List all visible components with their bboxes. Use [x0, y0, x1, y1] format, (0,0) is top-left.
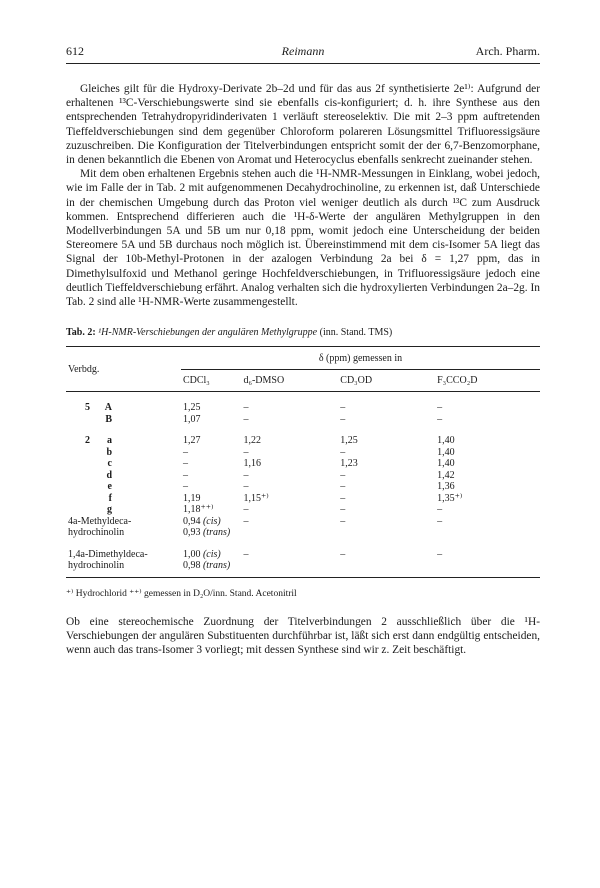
table-caption: [66, 327, 540, 338]
running-header: [66, 44, 540, 64]
compound-header: Verbdg.: [66, 347, 181, 392]
journal-name: Arch. Pharm.: [475, 44, 540, 58]
table-caption-suffix: (inn. Stand. TMS): [319, 327, 393, 339]
table-row: 4a-Methyldeca- 0,94 (cis) – – –: [68, 515, 443, 527]
table-row: 5 A 1,25 – – –: [85, 402, 443, 414]
table-row: hydrochinolin 0,98 (trans): [66, 560, 540, 577]
table-row: b – – – 1,40: [106, 446, 455, 458]
table-row: f 1,19 1,15⁺⁾ – 1,35⁺⁾: [108, 492, 463, 504]
table-footnote: ⁺⁾ Hydrochlorid ⁺⁺⁾ gemessen in D₂O/inn. Stand. Acetonitril: [66, 588, 297, 599]
table-title: ¹H-NMR-Verschiebungen der angulären Methylgruppe: [98, 327, 318, 339]
table-row: hydrochinolin 0,93 (trans): [68, 527, 231, 539]
col-cd3od: CD₃OD: [338, 369, 435, 392]
table-row: c – 1,16 1,23 1,40: [107, 458, 455, 470]
closing-paragraph: Ob eine stereochemische Zuordnung der Titelverbindungen 2 ausschließlich über die ¹H-Verschiebungen der angulären Substituenten durchführbar ist, läßt sich erst dann endgültig entscheiden, wenn auch das trans-Isomer 3 vorliegt; mit dessen Synthese sind wir z. Zeit beschäftigt.: [66, 615, 540, 657]
table-row: g 1,18⁺⁺⁾ – – –: [107, 504, 443, 516]
table-row: 2 a 1,27 1,22 1,25 1,40: [85, 435, 455, 447]
nmr-table: [66, 346, 540, 578]
solvent-group-header: δ (ppm) gemessen in: [181, 347, 540, 370]
table-label: Tab. 2:: [66, 327, 96, 339]
table-row: e – – – 1,36: [107, 481, 455, 493]
table-row: d – – – 1,42: [106, 469, 455, 481]
table-row: B 1,07 – – –: [105, 413, 443, 425]
running-author: Reimann: [281, 44, 325, 58]
body-text: [66, 82, 540, 309]
col-dmso: d₆-DMSO: [241, 369, 338, 392]
col-tfa: F₃CCO₂D: [435, 369, 540, 392]
paragraph-1: Gleiches gilt für die Hydroxy-Derivate 2b–2d und für das aus 2f synthetisierte 2e¹⁾: Aufgrund der erhaltenen ¹³C-Verschiebungswerte sind sie ebenfalls cis-konfiguriert; d. h. ihre Synthese aus den entsprechenden Tetrahydropyridinderivaten 1 verläuft stereoselektiv. Die mit 2–3 ppm auftretenden Tieffeldverschiebungen sind dem gegenüber Chloroform polareren Lösungsmittel Trifluoressigsäure zuzuschreiben. Die Konfiguration der Titelverbindungen entspricht somit der der 6,7-Benzomorphane, in denen bekanntlich die Ebenen von Aromat und Heterocyclus ebenfalls senkrecht zueinander stehen.: [66, 83, 540, 167]
paragraph-2: Mit dem oben erhaltenen Ergebnis stehen auch die ¹H-NMR-Messungen in Einklang, wobei jedoch, wie im Falle der in Tab. 2 mit aufgenommenen Decahydrochinoline, zu erkennen ist, daß Unterschiede in der chemischen Umgebung durch das Proton viel weniger deutlich als durch ¹³C zum Ausdruck kommen. Entsprechend differieren auch die ¹H-δ-Werte der angulären Methylgruppen in den Modellverbindungen 5A und 5B um nur 0,18 ppm, womit jedoch eine Unterscheidung der beiden Stereomere 5A und 5B durchaus noch möglich ist. Übereinstimmend mit dem cis-Isomer 5A liegt das Signal der 10b-Methyl-Protonen in der azalogen Verbindung 2a bei δ = 1,27 ppm, das in Dimethylsulfoxid und Methanol geringe Hochfeldverschiebungen, in Trifluoressigsäure jedoch eine deutlich Tieffeldverschiebung erfährt. Analog verhalten sich die hydroxylierten Verbindungen 2a–2g. In Tab. 2 sind alle ¹H-NMR-Werte zusammengestellt.: [66, 168, 540, 309]
journal-page: [66, 44, 540, 657]
table-row: 1,4a-Dimethyldeca- 1,00 (cis) – – –: [68, 548, 443, 560]
col-cdcl3: CDCl₃: [181, 369, 242, 392]
page-number: 612: [66, 44, 84, 58]
